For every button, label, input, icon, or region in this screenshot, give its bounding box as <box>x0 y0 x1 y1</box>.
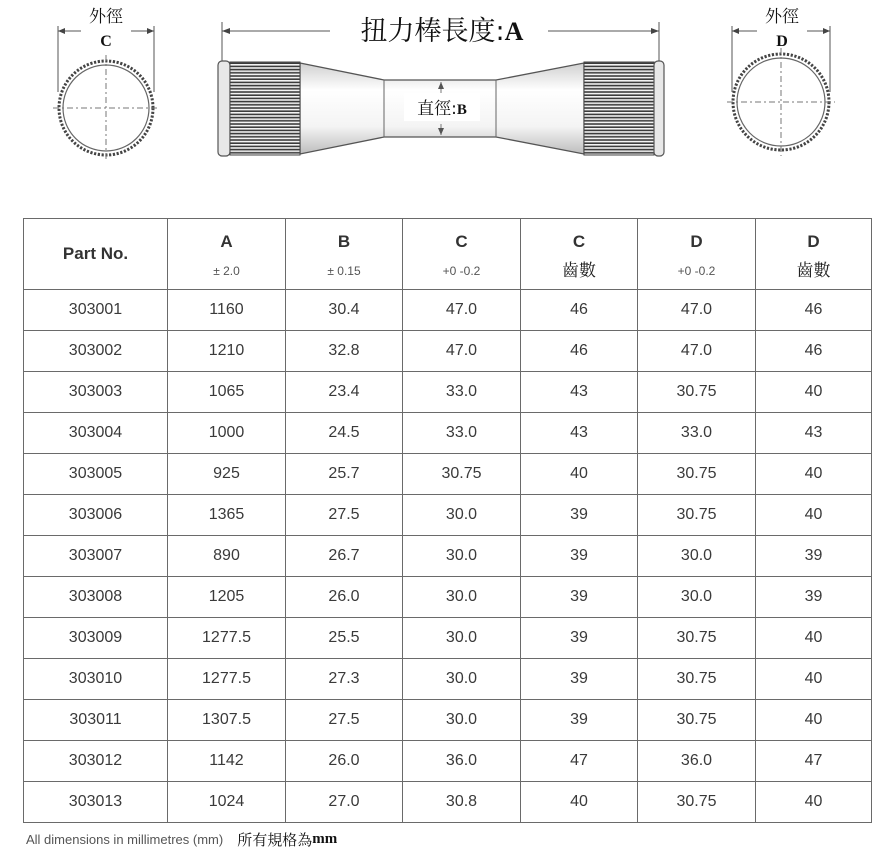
cell-d-teeth: 40 <box>756 782 872 823</box>
cell-d-teeth: 40 <box>756 495 872 536</box>
cell-c: 30.0 <box>403 618 521 659</box>
cell-part-no: 303013 <box>24 782 168 823</box>
table-row <box>24 741 872 782</box>
length-label <box>361 16 524 47</box>
cell-b: 32.8 <box>286 331 403 372</box>
header-teeth-count: 齒數 <box>562 261 596 281</box>
header-a <box>168 219 286 290</box>
cell-c-teeth: 39 <box>521 700 638 741</box>
cell-c: 33.0 <box>403 413 521 454</box>
cell-part-no: 303003 <box>24 372 168 413</box>
cell-d-teeth: 47 <box>756 741 872 782</box>
cell-d-teeth: 40 <box>756 618 872 659</box>
cell-c-teeth: 46 <box>521 290 638 331</box>
cell-a: 1160 <box>168 290 286 331</box>
header-label: C <box>572 232 586 251</box>
header-d <box>638 219 756 290</box>
cell-d-teeth: 46 <box>756 290 872 331</box>
cell-part-no: 303004 <box>24 413 168 454</box>
table-row <box>24 413 872 454</box>
header-tolerance: +0 -0.2 <box>677 264 716 278</box>
cell-a: 1000 <box>168 413 286 454</box>
table-row <box>24 618 872 659</box>
cell-c-teeth: 46 <box>521 331 638 372</box>
table-row <box>24 331 872 372</box>
cell-part-no: 303009 <box>24 618 168 659</box>
cell-d-teeth: 39 <box>756 577 872 618</box>
cell-d-teeth: 40 <box>756 700 872 741</box>
cell-a: 1065 <box>168 372 286 413</box>
header-tolerance: ± 0.15 <box>327 264 361 278</box>
header-label: D <box>807 232 820 251</box>
cell-c-teeth: 40 <box>521 454 638 495</box>
cell-c-teeth: 39 <box>521 536 638 577</box>
cell-a: 925 <box>168 454 286 495</box>
cell-a: 1277.5 <box>168 659 286 700</box>
table-row <box>24 782 872 823</box>
cell-a: 1024 <box>168 782 286 823</box>
cell-c-teeth: 39 <box>521 618 638 659</box>
cell-d-teeth: 46 <box>756 331 872 372</box>
cell-a: 890 <box>168 536 286 577</box>
header-teeth-count: 齒數 <box>796 261 831 281</box>
cell-c: 30.0 <box>403 659 521 700</box>
table-row <box>24 454 872 495</box>
cell-b: 26.0 <box>286 741 403 782</box>
cell-d: 30.75 <box>638 495 756 536</box>
cell-c-teeth: 40 <box>521 782 638 823</box>
cell-part-no: 303011 <box>24 700 168 741</box>
cell-c: 36.0 <box>403 741 521 782</box>
diameter-letter: B <box>456 102 467 118</box>
footnote-chinese: 所有規格為 <box>237 831 313 849</box>
cell-d-teeth: 40 <box>756 372 872 413</box>
cell-c: 30.0 <box>403 577 521 618</box>
cell-a: 1210 <box>168 331 286 372</box>
cell-d: 30.75 <box>638 700 756 741</box>
table-row <box>24 659 872 700</box>
table-row <box>24 700 872 741</box>
cell-part-no: 303007 <box>24 536 168 577</box>
spec-table <box>23 218 872 823</box>
cell-d-teeth: 40 <box>756 659 872 700</box>
cell-a: 1142 <box>168 741 286 782</box>
cell-d: 30.0 <box>638 536 756 577</box>
cell-d: 30.75 <box>638 782 756 823</box>
cell-c-teeth: 39 <box>521 495 638 536</box>
cell-b: 27.3 <box>286 659 403 700</box>
cell-c: 30.0 <box>403 536 521 577</box>
cell-c: 30.8 <box>403 782 521 823</box>
cell-b: 25.7 <box>286 454 403 495</box>
footnote <box>26 829 337 853</box>
length-label-text: 扭力棒長度: <box>360 16 505 47</box>
table-header-row <box>24 219 872 290</box>
cell-d: 30.75 <box>638 659 756 700</box>
header-label: B <box>337 232 351 251</box>
cell-part-no: 303005 <box>24 454 168 495</box>
cell-c: 30.75 <box>403 454 521 495</box>
cell-b: 25.5 <box>286 618 403 659</box>
length-letter: A <box>504 17 524 46</box>
cell-b: 27.0 <box>286 782 403 823</box>
header-c <box>403 219 521 290</box>
cell-part-no: 303006 <box>24 495 168 536</box>
cell-b: 24.5 <box>286 413 403 454</box>
cell-part-no: 303002 <box>24 331 168 372</box>
footnote-unit: mm <box>312 831 338 847</box>
header-b <box>286 219 403 290</box>
cell-c: 30.0 <box>403 700 521 741</box>
cell-b: 30.4 <box>286 290 403 331</box>
cell-b: 26.7 <box>286 536 403 577</box>
left-diameter-label: 外徑 <box>89 7 123 27</box>
cell-c: 47.0 <box>403 290 521 331</box>
cell-a: 1365 <box>168 495 286 536</box>
cell-b: 26.0 <box>286 577 403 618</box>
cell-c-teeth: 43 <box>521 413 638 454</box>
cell-c-teeth: 39 <box>521 577 638 618</box>
diameter-label <box>417 99 467 119</box>
cell-d: 30.75 <box>638 372 756 413</box>
cell-b: 23.4 <box>286 372 403 413</box>
table-row <box>24 577 872 618</box>
cell-part-no: 303008 <box>24 577 168 618</box>
right-diameter-letter: D <box>776 33 788 50</box>
cell-a: 1205 <box>168 577 286 618</box>
header-tolerance: ± 2.0 <box>213 264 240 278</box>
header-d-teeth <box>756 219 872 290</box>
header-label: C <box>455 232 468 251</box>
cell-d: 30.0 <box>638 577 756 618</box>
cell-c-teeth: 39 <box>521 659 638 700</box>
footnote-english: All dimensions in millimetres (mm) <box>26 832 224 847</box>
cell-part-no: 303010 <box>24 659 168 700</box>
cell-d-teeth: 40 <box>756 454 872 495</box>
cell-d: 30.75 <box>638 454 756 495</box>
cell-a: 1307.5 <box>168 700 286 741</box>
table-row <box>24 372 872 413</box>
cell-part-no: 303012 <box>24 741 168 782</box>
cell-c-teeth: 47 <box>521 741 638 782</box>
cell-d: 33.0 <box>638 413 756 454</box>
right-diameter-label: 外徑 <box>765 7 799 27</box>
cell-b: 27.5 <box>286 700 403 741</box>
table-row <box>24 536 872 577</box>
cell-d-teeth: 43 <box>756 413 872 454</box>
cell-c: 30.0 <box>403 495 521 536</box>
cell-d: 47.0 <box>638 290 756 331</box>
cell-part-no: 303001 <box>24 290 168 331</box>
cell-d: 30.75 <box>638 618 756 659</box>
diameter-label-text: 直徑: <box>417 99 457 119</box>
cell-d: 47.0 <box>638 331 756 372</box>
torsion-bar-diagram <box>0 0 892 200</box>
header-part-no <box>24 219 168 290</box>
cell-c-teeth: 43 <box>521 372 638 413</box>
cell-d: 36.0 <box>638 741 756 782</box>
header-c-teeth <box>521 219 638 290</box>
cell-c: 33.0 <box>403 372 521 413</box>
table-body <box>24 290 872 823</box>
cell-c: 47.0 <box>403 331 521 372</box>
cell-d-teeth: 39 <box>756 536 872 577</box>
header-label: D <box>690 232 703 251</box>
table-row <box>24 495 872 536</box>
cell-a: 1277.5 <box>168 618 286 659</box>
table-row <box>24 290 872 331</box>
left-diameter-letter: C <box>100 33 112 50</box>
header-label: Part No. <box>62 244 129 263</box>
cell-b: 27.5 <box>286 495 403 536</box>
header-label: A <box>220 232 233 251</box>
header-tolerance: +0 -0.2 <box>442 264 481 278</box>
